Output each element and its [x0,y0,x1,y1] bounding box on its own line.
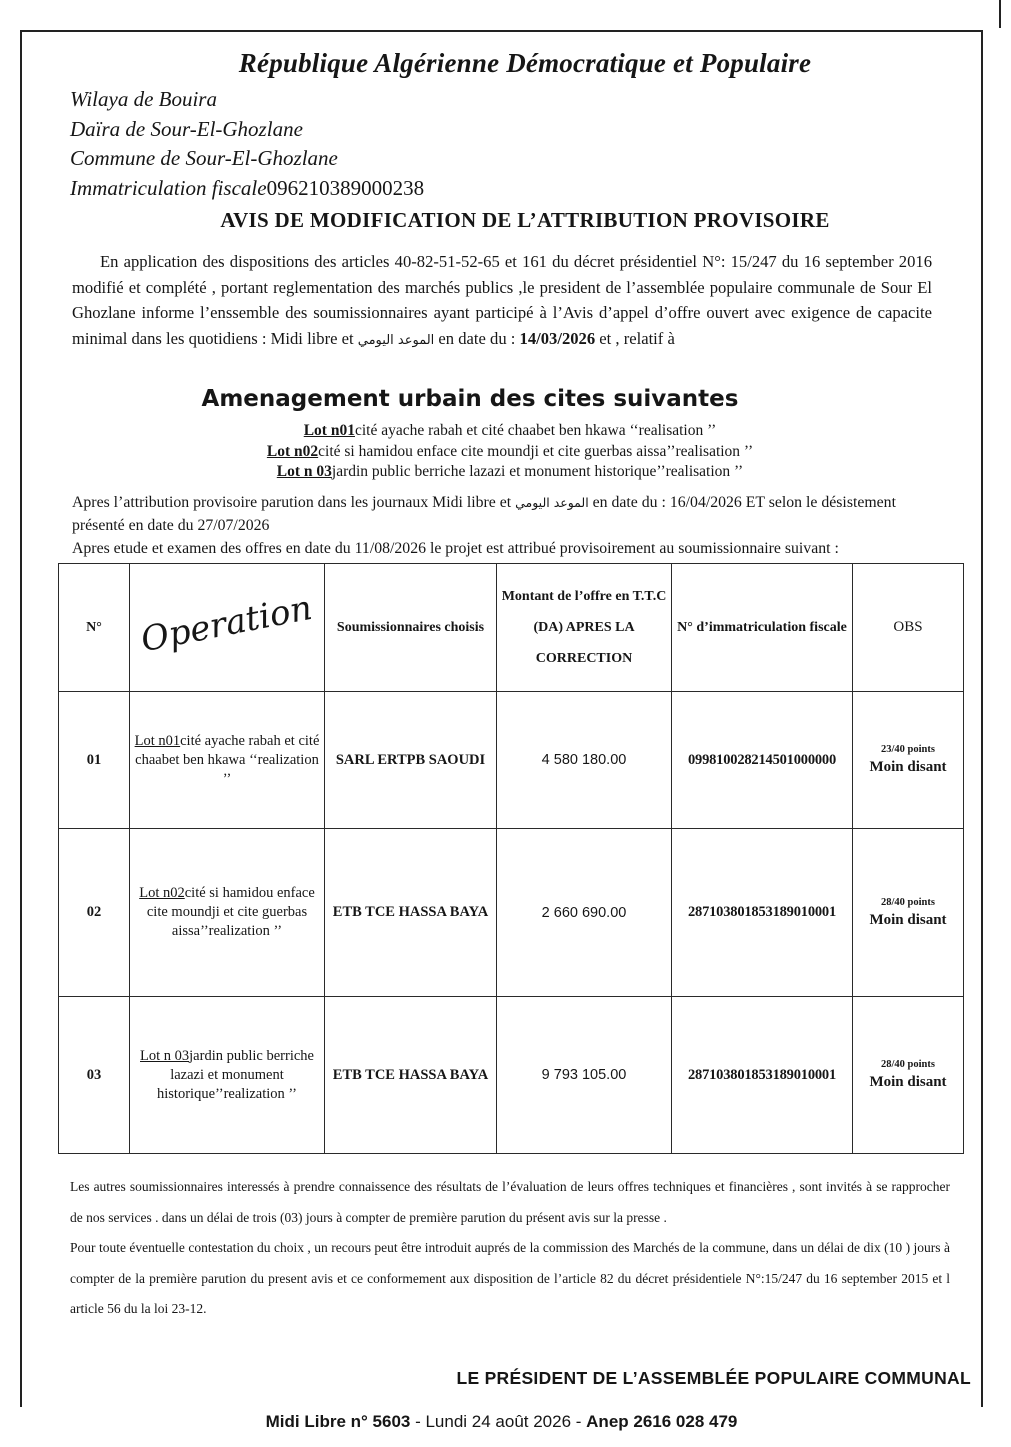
header-immatriculation: N° d’immatriculation fiscale [672,564,853,692]
table-row [59,829,964,997]
footer-para-1: Les autres soumissionnaires interessés à prendre connaissence des résultats de l’évaluation de leurs offres techniques et financières , sont invités à se rapprocher de nos services . dans un délai de trois (03) jours à compter de première parution du présent avis sur la presse . [70,1179,950,1225]
row-obs-text: Moin disant [869,1074,947,1090]
row-lot-text: cité si hamidou enface cite moundji et cite guerbas aissa’’realization ’’ [146,885,315,939]
table-row [59,997,964,1154]
footer-para-2: Pour toute éventuelle contestation du choix , un recours peut être introduit auprés de la commission des Marchés de la commune, dans un délai de dix (10 ) jours à compter de la première parution du present avis et ce conformement aux disposition de l’article 82 du décret présidentiele N°:15/247 du 16 september 2015 et l article 56 du la loi 23-12. [70,1240,950,1316]
fiscal-label: Immatriculation fiscale [70,175,267,200]
row-obs [853,692,964,829]
wilaya-line: Wilaya de Bouira [70,87,217,111]
lot-item [60,462,960,483]
results-table [58,563,964,1154]
commune-line: Commune de Sour-El-Ghozlane [70,146,338,170]
header-num: N° [59,564,130,692]
after-text: Apres l’attribution provisoire parution dans les journaux Midi libre et [72,494,516,511]
notice-header [50,48,960,233]
intro-text-2: en date du : [434,328,520,348]
lots-list [60,421,960,483]
lot-text: jardin public berriche lazazi et monument historique’’realisation ’’ [331,463,744,480]
lot-label: Lot n01 [303,422,355,439]
lot-label: Lot n 03 [276,463,332,480]
arabic-newspaper-name: الموعد اليومي [515,495,589,510]
row-lot-label: Lot n02 [139,885,185,901]
row-points: 28/40 points [881,896,935,908]
fiscal-line [50,174,960,204]
row-obs [853,997,964,1154]
intro-text: En application des dispositions des articles 40-82-51-52-65 et 161 du décret présidentiel N°: 15/247 du 16 september 2016 modifié et complété , portant reglementation des marchés publics ,le president de l’assemblée populaire communale de Sour El Ghozlane informe l’enssemble des soumissionnaires ayant participé à l’Avis d’appel d’offre ouvert avec exigence de capacite minimal dans les quotidiens : Midi libre et [72,252,932,348]
row-lot-text: jardin public berriche lazazi et monument historique’’realization ’’ [157,1047,314,1102]
intro-text-3: et , relatif à [595,328,675,348]
republic-title: République Algérienne Démocratique et Populaire [238,48,812,78]
lot-item [60,442,960,463]
fiscal-number: 096210389000238 [266,175,425,200]
row-num: 02 [59,829,130,997]
row-immatriculation: 287103801853189010001 [672,829,853,997]
row-lot-label: Lot n01 [134,732,181,749]
attribution-paragraph [72,491,942,560]
publication-date: - Lundi 24 août 2026 - [410,1412,587,1431]
row-points: 28/40 points [881,1059,935,1070]
lot-text: cité si hamidou enface cite moundji et cite guerbas aissa’’realisation ’’ [318,442,754,460]
row-obs-text: Moin disant [869,911,947,928]
row-lot-label: Lot n 03 [140,1047,190,1064]
header-obs: OBS [853,564,964,692]
operation-heading: Operation [138,587,316,660]
after-text-3: Apres etude et examen des offres en date du 11/08/2026 le projet est attribué provisoirement au soumissionnaire suivant : [72,540,839,557]
header-montant: Montant de l’offre en T.T.C (DA) APRES LA CORRECTION [497,564,672,692]
row-operation [130,692,325,829]
row-soumissionnaire: SARL ERTPB SAOUDI [325,692,497,829]
publication-paper: Midi Libre n° 5603 [265,1412,411,1431]
daira-line: Daïra de Sour-El-Ghozlane [70,116,303,141]
row-num: 03 [59,997,130,1154]
row-obs [853,829,964,997]
row-montant: 2 660 690.00 [497,829,672,997]
row-obs-text: Moin disant [869,759,947,775]
notice-title: AVIS DE MODIFICATION DE L’ATTRIBUTION PROVISOIRE [220,208,830,232]
page-edge-line [999,0,1001,28]
header-operation [130,564,325,692]
row-montant: 4 580 180.00 [497,692,672,829]
row-operation [130,829,325,997]
publication-anep: Anep 2616 028 479 [586,1412,738,1431]
president-signature-line: LE PRÉSIDENT DE L’ASSEMBLÉE POPULAIRE COMMUNAL [456,1368,971,1388]
table-header-row [59,564,964,692]
publication-band [20,1407,983,1437]
row-montant: 9 793 105.00 [497,997,672,1154]
row-immatriculation: 099810028214501000000 [672,692,853,829]
row-soumissionnaire: ETB TCE HASSA BAYA [325,997,497,1154]
lot-label: Lot n02 [266,442,319,460]
row-num: 01 [59,692,130,829]
row-lot-text: cité ayache rabah et cité chaabet ben hkawa ‘‘realization ’’ [135,732,320,787]
lot-text: cité ayache rabah et cité chaabet ben hkawa ‘‘realisation ’’ [354,422,717,439]
lot-item [60,421,960,442]
row-points: 23/40 points [881,744,935,755]
row-immatriculation: 287103801853189010001 [672,997,853,1154]
intro-date: 14/03/2026 [519,328,596,348]
header-soumissionnaires: Soumissionnaires choisis [325,564,497,692]
row-operation [130,997,325,1154]
intro-paragraph [72,249,932,353]
row-soumissionnaire: ETB TCE HASSA BAYA [325,829,497,997]
footer-paragraphs [70,1172,950,1325]
after-text-2: en date du : 16/04/2026 ET selon le désistement présenté en date du 27/07/2026 [72,494,896,534]
subject-title: Amenagement urbain des cites suivantes [201,386,739,412]
arabic-newspaper-name: الموعد اليومي [357,332,435,348]
table-row [59,692,964,829]
